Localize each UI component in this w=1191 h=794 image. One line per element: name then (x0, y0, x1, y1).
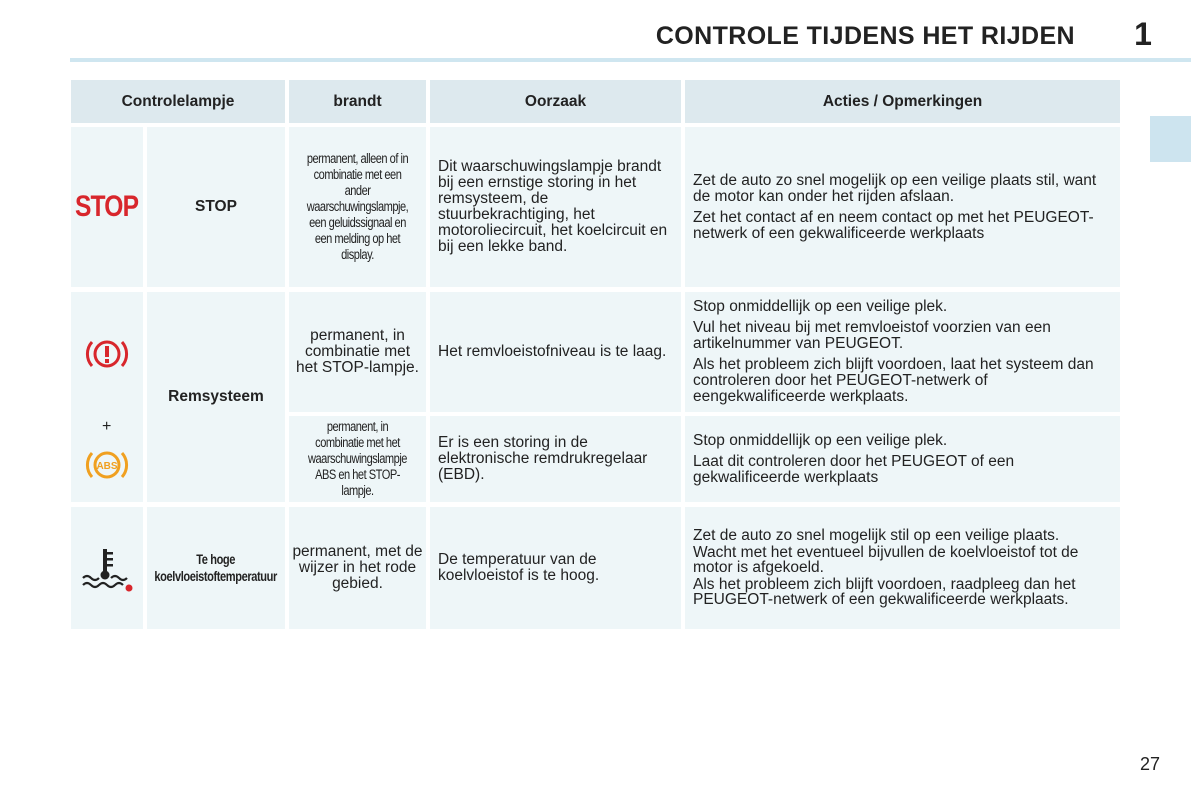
acties-rem-1 (685, 292, 1120, 412)
acties-rem-1-line-2: Vul het niveau bij met remvloeistof voorzien van een artikelnummer van PEUGEOT. (693, 319, 1051, 352)
column-header-acties: Acties / Opmerkingen (685, 80, 1120, 123)
brandt-stop (289, 127, 426, 287)
chapter-number: 1 (1134, 16, 1152, 52)
column-header-controlelampje: Controlelampje (71, 80, 285, 123)
plus-sign: + (102, 418, 112, 435)
stop-warning-icon: STOP (75, 190, 139, 223)
acties-rem-1-line-3: Als het probleem zich blijft voordoen, laat het systeem dan controleren door het PEUGEOT-netwerk of eengekwalificeerde werkplaats. (693, 356, 1094, 405)
oorzaak-rem-2-text: Er is een storing in de elektronische remdrukregelaar (EBD). (438, 434, 648, 483)
chapter-side-tab (1150, 116, 1191, 162)
lamp-name-temp-line-1: Te hoge (196, 552, 236, 567)
oorzaak-stop (430, 127, 681, 287)
acties-temp-line-2: Wacht met het eventueel bijvullen de koelvloeistof tot de motor is afgekoeld. (693, 543, 1079, 577)
lamp-name-remsysteem (147, 292, 285, 502)
brandt-stop-text: permanent, alleen of in combinatie met een ander waarschuwingslampje, een geluidssignaal en een melding op het display. (306, 151, 409, 262)
acties-rem-1-line-1: Stop onmiddellijk op een veilige plek. (693, 298, 948, 315)
oorzaak-rem-2 (430, 416, 681, 502)
brandt-rem-1 (289, 292, 426, 412)
stop-icon-cell (71, 127, 143, 287)
acties-stop-line-1: Zet de auto zo snel mogelijk op een veilige plaats stil, want de motor kan onder het rijden afslaan. (693, 171, 1097, 205)
brake-warning-icon (84, 336, 130, 372)
lamp-name-stop (147, 127, 285, 287)
page-number: 27 (1139, 754, 1160, 774)
rem-icon-cell (71, 292, 143, 502)
oorzaak-temp (430, 507, 681, 629)
brandt-rem-2-text: permanent, in combinatie met het waarschuwingslampje ABS en het STOP-lampje. (308, 419, 407, 498)
brandt-temp (289, 507, 426, 629)
lamp-name-temperatuur (147, 507, 285, 629)
brandt-temp-text: permanent, met de wijzer in het rode gebied. (292, 543, 423, 592)
header-divider (70, 58, 1191, 62)
column-header-brandt: brandt (289, 80, 426, 123)
acties-stop-line-2: Zet het contact af en neem contact op met het PEUGEOT-netwerk of een gekwalificeerde werkplaats (693, 208, 1094, 242)
temp-icon-cell (71, 507, 143, 629)
acties-rem-2-line-1: Stop onmiddellijk op een veilige plek. (693, 431, 948, 449)
acties-temp-line-3: Als het probleem zich blijft voordoen, raadpleeg dan het PEUGEOT-netwerk of een gekwalificeerde werkplaats. (693, 575, 1076, 609)
lamp-name-stop-label: STOP (195, 198, 237, 215)
acties-stop (685, 127, 1120, 287)
lamp-name-temp-line-2: koelvloeistoftemperatuur (154, 569, 278, 584)
acties-rem-2 (685, 416, 1120, 502)
acties-rem-2-line-2: Laat dit controleren door het PEUGEOT of een gekwalificeerde werkplaats (693, 452, 1015, 486)
acties-temp (685, 507, 1120, 629)
brandt-rem-1-text: permanent, in combinatie met het STOP-lampje. (296, 327, 419, 376)
column-header-oorzaak: Oorzaak (430, 80, 681, 123)
oorzaak-temp-text: De temperatuur van de koelvloeistof is te hoog. (438, 551, 600, 584)
abs-warning-icon (84, 447, 130, 483)
coolant-temperature-icon (81, 547, 135, 593)
brandt-rem-2 (289, 416, 426, 502)
acties-temp-line-1: Zet de auto zo snel mogelijk stil op een veilige plaats. (693, 527, 1060, 545)
page-title: CONTROLE TIJDENS HET RIJDEN (655, 22, 1075, 50)
oorzaak-rem-1 (430, 292, 681, 412)
oorzaak-rem-1-text: Het remvloeistofniveau is te laag. (438, 343, 667, 360)
svg-text:ABS: ABS (96, 461, 118, 472)
oorzaak-stop-text: Dit waarschuwingslampje brandt bij een ernstige storing in het remsysteem, de stuurbekrachtiging, het motoroliecircuit, het koelcircuit en bij een lekke band. (438, 158, 668, 255)
lamp-name-remsysteem-label: Remsysteem (168, 388, 264, 405)
